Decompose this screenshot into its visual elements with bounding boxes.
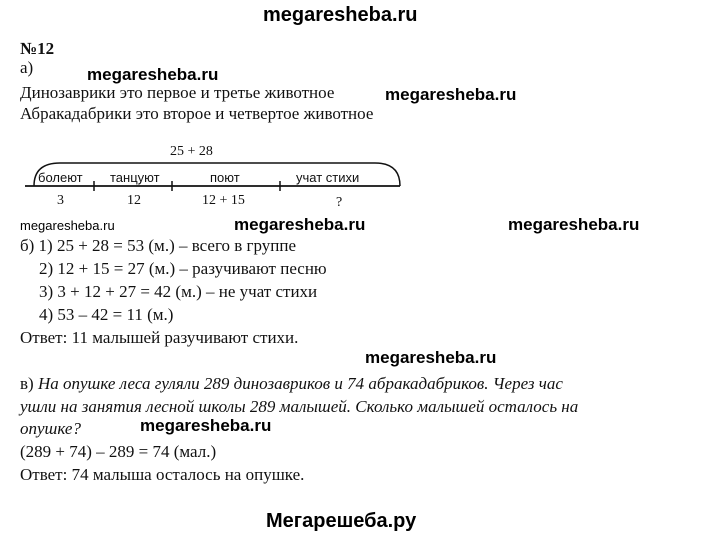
watermark: megaresheba.ru xyxy=(365,348,497,367)
segment-value-sick: 3 xyxy=(57,193,64,208)
part-b-step-3: 3) 3 + 12 + 27 = 42 (м.) – не учат стихи xyxy=(39,282,318,301)
watermark: megaresheba.ru xyxy=(140,416,272,435)
part-c-line-2: ушли на занятия лесной школы 289 малышей. Сколько малышей осталось на xyxy=(20,397,579,416)
segment-label-poems: учат стихи xyxy=(296,170,360,185)
part-c-solution: (289 + 74) – 289 = 74 (мал.) xyxy=(20,442,217,461)
segment-label-sick: болеют xyxy=(38,170,83,185)
segment-label-sing: поют xyxy=(210,170,240,185)
diagram-total-label: 25 + 28 xyxy=(170,144,213,159)
segment-value-sing: 12 + 15 xyxy=(202,193,245,208)
watermark: megaresheba.ru xyxy=(508,215,640,234)
part-c-answer: Ответ: 74 малыша осталось на опушке. xyxy=(20,465,305,484)
watermark: megaresheba.ru xyxy=(87,65,219,84)
part-a-line-1: Динозаврики это первое и третье животное xyxy=(20,83,335,102)
part-c-text-1: На опушке леса гуляли 289 динозавриков и 74 абракадабриков. Через час xyxy=(37,374,563,393)
segment-label-dance: танцуют xyxy=(110,170,160,185)
part-b-answer: Ответ: 11 малышей разучивают стихи. xyxy=(20,328,299,347)
part-b-step-2: 2) 12 + 15 = 27 (м.) – разучивают песню xyxy=(39,259,327,278)
part-c-line-1 xyxy=(20,374,563,394)
segment-value-dance: 12 xyxy=(127,193,141,208)
part-b-step-4: 4) 53 – 42 = 11 (м.) xyxy=(39,305,174,324)
watermark: megaresheba.ru xyxy=(385,85,517,104)
watermark: megaresheba.ru xyxy=(234,215,366,234)
part-c-label: в) xyxy=(20,374,34,393)
watermark-small: megaresheba.ru xyxy=(20,218,115,233)
part-a-label: а) xyxy=(20,58,34,77)
part-c-line-3: опушке? xyxy=(20,419,81,438)
part-a-line-2: Абракадабрики это второе и четвертое животное xyxy=(20,104,374,123)
segment-value-poems: ? xyxy=(336,195,343,210)
footer-watermark: Мегарешеба.ру xyxy=(266,510,417,532)
header-watermark: megaresheba.ru xyxy=(263,4,418,26)
part-b-step-1: б) 1) 25 + 28 = 53 (м.) – всего в группе xyxy=(20,236,297,255)
task-number: №12 xyxy=(20,39,55,58)
